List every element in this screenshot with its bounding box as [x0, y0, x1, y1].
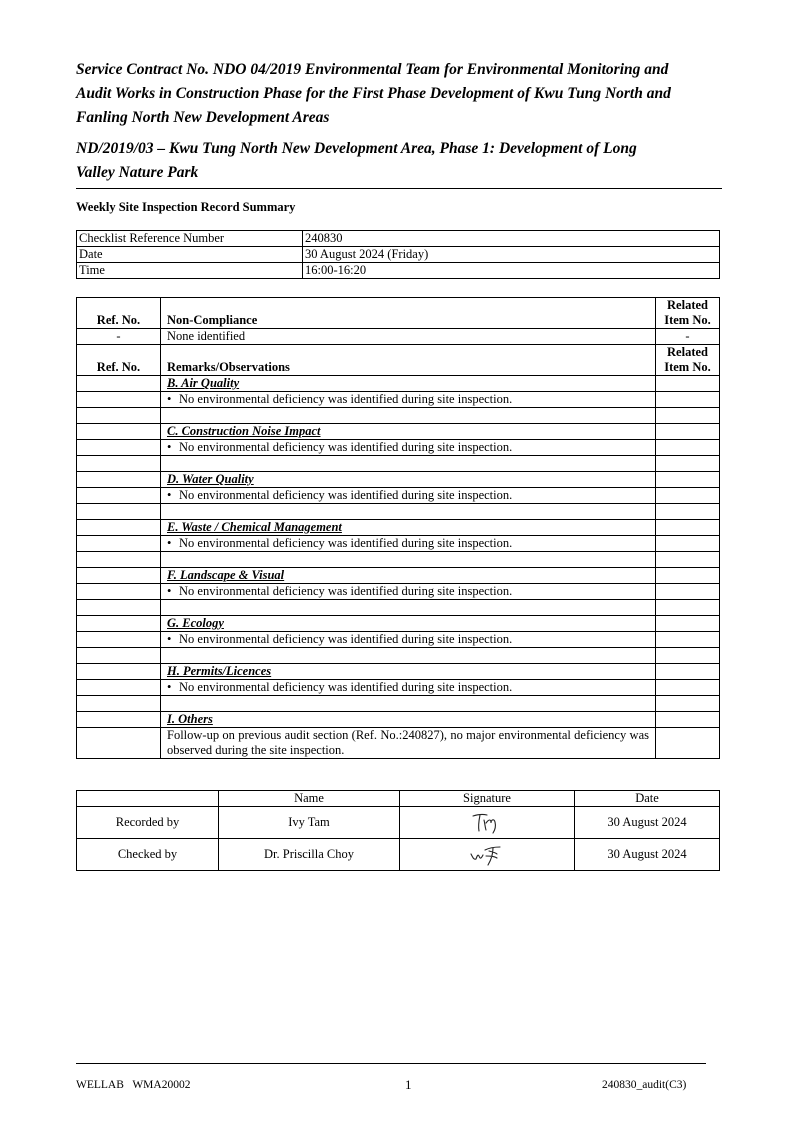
document-header: [76, 58, 718, 185]
category-title: D. Water Quality: [161, 472, 656, 488]
observation-item: • No environmental deficiency was identified during site inspection.: [161, 488, 656, 504]
table-row: [77, 408, 720, 424]
role-cell: Recorded by: [77, 807, 219, 839]
reference-value: 16:00-16:20: [303, 263, 720, 279]
table-row: [77, 456, 720, 472]
bullet-icon: •: [167, 536, 172, 550]
table-row: [77, 584, 720, 600]
bullet-icon: •: [167, 632, 172, 646]
table-row: [77, 568, 720, 584]
observation-item: • No environmental deficiency was identified during site inspection.: [161, 440, 656, 456]
table-row: [77, 680, 720, 696]
reference-label: Date: [77, 247, 303, 263]
observation-item: • No environmental deficiency was identified during site inspection.: [161, 632, 656, 648]
table-row: [77, 247, 720, 263]
related-item-header: Related Item No.: [656, 345, 720, 376]
table-row: [77, 807, 720, 839]
table-row: [77, 231, 720, 247]
ref-no-header: Ref. No.: [77, 345, 161, 376]
table-row: [77, 632, 720, 648]
signature-header: Signature: [400, 791, 575, 807]
table-row: [77, 839, 720, 871]
noncompliance-header-row: [77, 298, 720, 329]
category-title: C. Construction Noise Impact: [161, 424, 656, 440]
remarks-header: Remarks/Observations: [161, 345, 656, 376]
table-row: [77, 664, 720, 680]
category-title: G. Ecology: [161, 616, 656, 632]
signature-cell: [400, 807, 575, 839]
date-header: Date: [575, 791, 720, 807]
others-observation: Follow-up on previous audit section (Ref. No.:240827), no major environmental deficiency was observed during the site inspection.: [161, 728, 656, 759]
ref-no-cell: -: [77, 329, 161, 345]
bullet-icon: •: [167, 440, 172, 454]
table-row: [77, 440, 720, 456]
table-row: [77, 376, 720, 392]
table-row: [77, 648, 720, 664]
bullet-icon: •: [167, 488, 172, 502]
reference-value: 30 August 2024 (Friday): [303, 247, 720, 263]
category-title: I. Others: [161, 712, 656, 728]
role-cell: Checked by: [77, 839, 219, 871]
category-title: F. Landscape & Visual: [161, 568, 656, 584]
reference-label: Time: [77, 263, 303, 279]
contract-title-line-3: Fanling North New Development Areas: [76, 109, 330, 126]
category-title: B. Air Quality: [161, 376, 656, 392]
signature-ivy-tam-icon: [467, 810, 507, 836]
table-row: [77, 600, 720, 616]
observation-item: • No environmental deficiency was identified during site inspection.: [161, 680, 656, 696]
name-cell: Dr. Priscilla Choy: [219, 839, 400, 871]
table-row: [77, 424, 720, 440]
signoff-table: [76, 790, 720, 871]
table-row: [77, 263, 720, 279]
observation-item: • No environmental deficiency was identified during site inspection.: [161, 536, 656, 552]
observation-item: • No environmental deficiency was identified during site inspection.: [161, 392, 656, 408]
inspection-table: [76, 297, 720, 759]
name-header: Name: [219, 791, 400, 807]
reference-value: 240830: [303, 231, 720, 247]
section-title: Weekly Site Inspection Record Summary: [76, 200, 296, 214]
table-row: [77, 616, 720, 632]
category-title: H. Permits/Licences: [161, 664, 656, 680]
signature-cell: [400, 839, 575, 871]
bullet-icon: •: [167, 584, 172, 598]
name-cell: Ivy Tam: [219, 807, 400, 839]
observation-item: • No environmental deficiency was identified during site inspection.: [161, 584, 656, 600]
blank-header-cell: [77, 791, 219, 807]
noncompliance-cell: None identified: [161, 329, 656, 345]
related-item-cell: -: [656, 329, 720, 345]
footer-company: WELLAB WMA20002: [76, 1079, 191, 1091]
table-row: [77, 728, 720, 759]
related-item-header: Related Item No.: [656, 298, 720, 329]
table-row: [77, 504, 720, 520]
project-title-line-1: ND/2019/03 – Kwu Tung North New Development Area, Phase 1: Development of Long: [76, 140, 637, 157]
signature-priscilla-choy-icon: [467, 842, 507, 868]
table-row: [77, 696, 720, 712]
table-row: [77, 520, 720, 536]
date-cell: 30 August 2024: [575, 807, 720, 839]
bullet-icon: •: [167, 680, 172, 694]
date-cell: 30 August 2024: [575, 839, 720, 871]
page-number: 1: [405, 1077, 412, 1092]
reference-label: Checklist Reference Number: [77, 231, 303, 247]
project-title-line-2: Valley Nature Park: [76, 164, 199, 181]
footer-divider: [76, 1063, 706, 1064]
signoff-header-row: [77, 791, 720, 807]
table-row: [77, 712, 720, 728]
ref-no-header: Ref. No.: [77, 298, 161, 329]
header-divider: [76, 188, 722, 189]
table-row: [77, 392, 720, 408]
reference-table: [76, 230, 720, 279]
table-row: [77, 488, 720, 504]
table-row: [77, 472, 720, 488]
bullet-icon: •: [167, 392, 172, 406]
category-title: E. Waste / Chemical Management: [161, 520, 656, 536]
contract-title-line-1: Service Contract No. NDO 04/2019 Environmental Team for Environmental Monitoring and: [76, 61, 669, 78]
table-row: [77, 552, 720, 568]
table-row: [77, 329, 720, 345]
noncompliance-header: Non-Compliance: [161, 298, 656, 329]
footer-document-code: 240830_audit(C3): [602, 1079, 687, 1091]
contract-title-line-2: Audit Works in Construction Phase for the First Phase Development of Kwu Tung North and: [76, 85, 671, 102]
table-row: [77, 536, 720, 552]
remarks-header-row: [77, 345, 720, 376]
